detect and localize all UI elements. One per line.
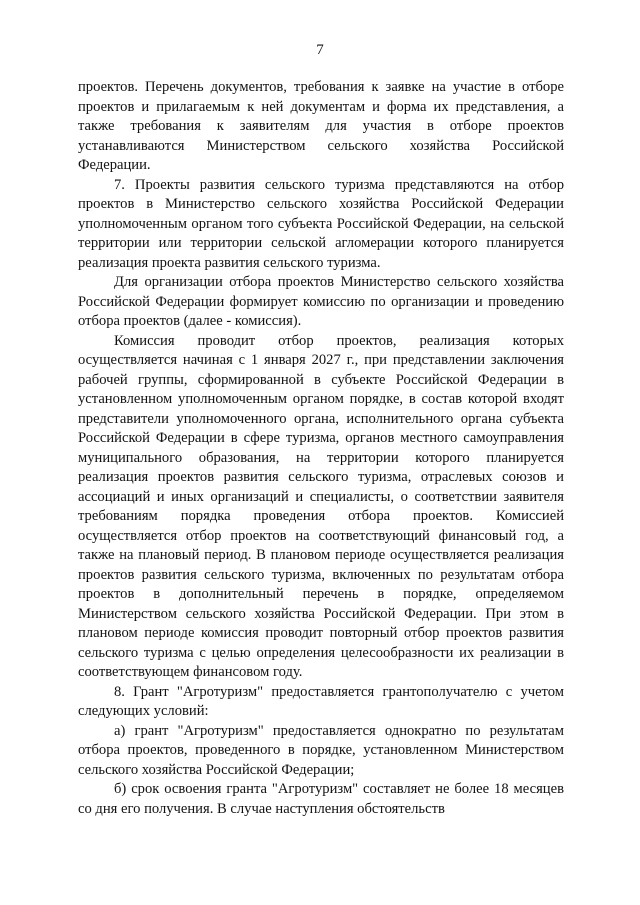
- paragraph-subitem-b: б) срок освоения гранта "Агротуризм" составляет не более 18 месяцев со дня его получения. В случае наступления обстоятельств: [78, 781, 564, 817]
- body-text: [78, 78, 564, 819]
- paragraph-commission-formation: Для организации отбора проектов Министерство сельского хозяйства Российской Федерации формирует комиссию по организации и проведению отбора проектов (далее - комиссия).: [78, 274, 564, 329]
- paragraph-commission-selection: Комиссия проводит отбор проектов, реализация которых осуществляется начиная с 1 января 2027 г., при представлении заключения рабочей группы, сформированной в субъекте Российской Федерации в установленном уполномоченным органом порядке, в состав которой входят представители уполномоченного органа, исполнительного органа субъекта Российской Федерации в сфере туризма, органов местного самоуправления муниципального образования, на территории которого планируется реализация проектов развития сельского туризма, отраслевых союзов и ассоциаций и иных организаций и специалисты, о соответствии заявителя требованиям порядка проведения отбора проектов. Комиссией осуществляется отбор проектов на соответствующий финансовый год, а также на плановый период. В плановом периоде осуществляется реализация проектов развития сельского туризма, включенных по результатам отбора проектов в дополнительный перечень в порядке, определяемом Министерством сельского хозяйства Российской Федерации. При этом в плановом периоде комиссия проводит повторный отбор проектов развития сельского туризма с целью определения целесообразности их реализации в соответствующем финансовом году.: [78, 332, 564, 680]
- page-number: 7: [316, 42, 324, 58]
- paragraph-continuation: проектов. Перечень документов, требования к заявке на участие в отборе проектов и прилагаемым к ней документам и форма их представления, а также требования к заявителям для участия в отборе проектов устанавливаются Министерством сельского хозяйства Российской Федерации.: [78, 79, 564, 173]
- paragraph-subitem-a: а) грант "Агротуризм" предоставляется однократно по результатам отбора проектов, проведенного в порядке, установленном Министерством сельского хозяйства Российской Федерации;: [78, 722, 564, 778]
- paragraph-item-7: 7. Проекты развития сельского туризма представляются на отбор проектов в Министерство сельского хозяйства Российской Федерации уполномоченным органом того субъекта Российской Федерации, на сельской территории или территории сельской агломерации которого планируется реализация проекта развития сельского туризма.: [78, 176, 564, 271]
- paragraph-item-8: 8. Грант "Агротуризм" предоставляется грантополучателю с учетом следующих условий:: [78, 683, 564, 719]
